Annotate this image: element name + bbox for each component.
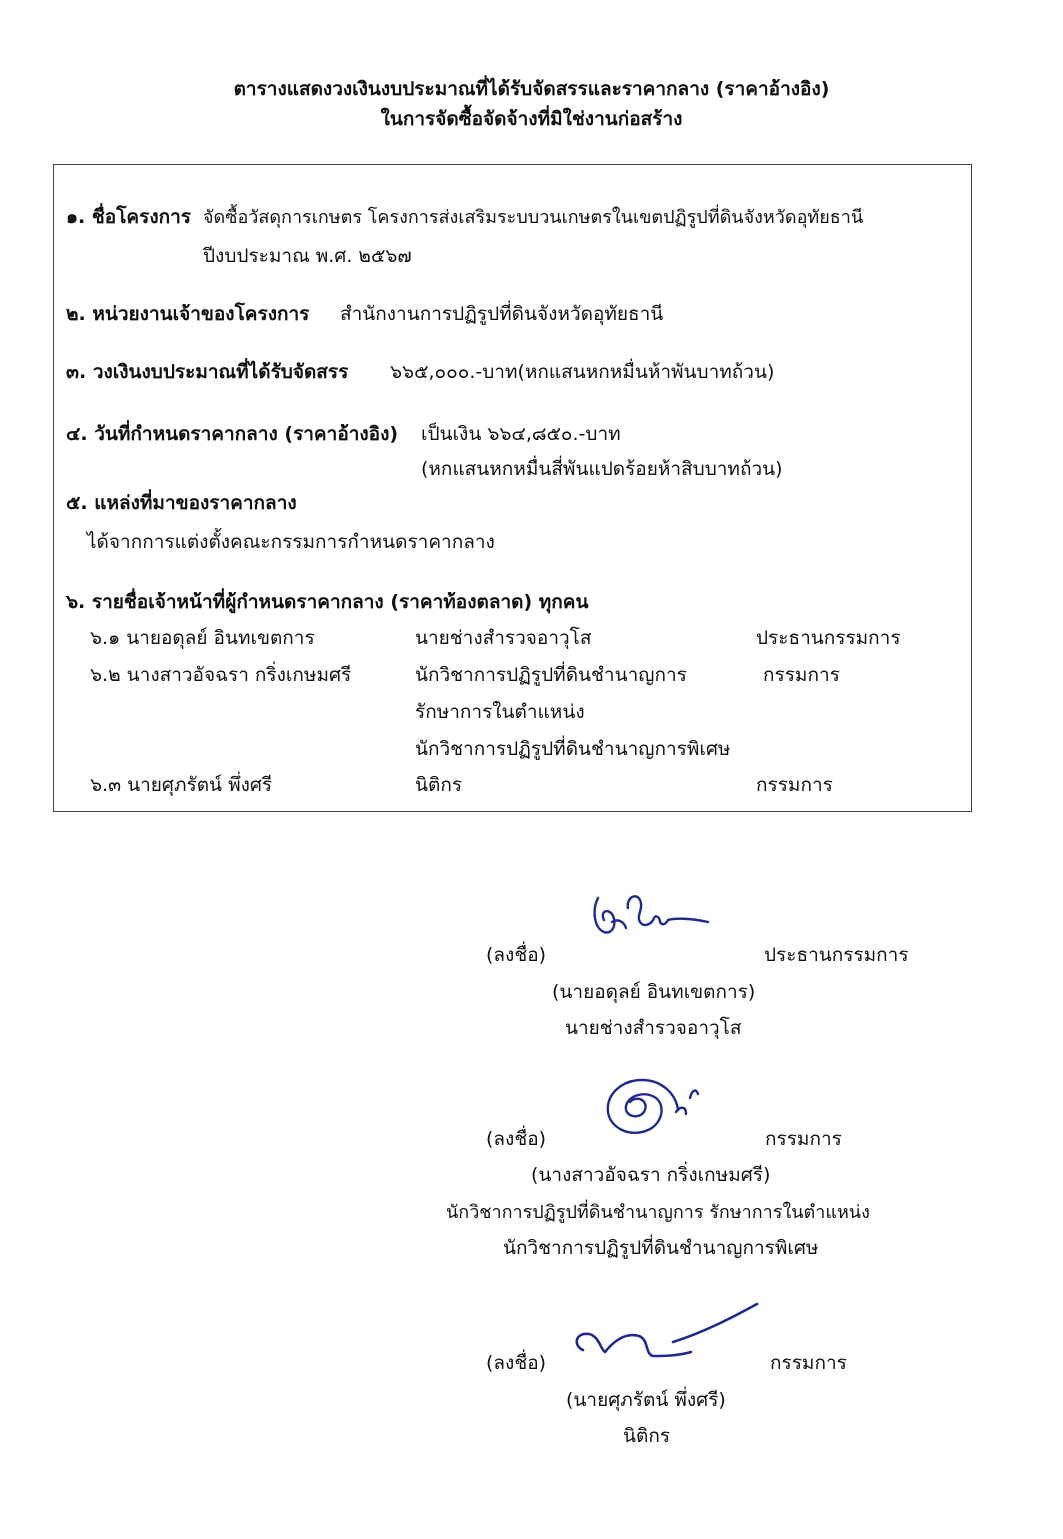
- committee-2-role: กรรมการ: [763, 664, 840, 686]
- signature-2-title-line2: นักวิชาการปฏิรูปที่ดินชำนาญการพิเศษ: [503, 1237, 819, 1259]
- committee-1-position: นายช่างสำรวจอาวุโส: [415, 627, 592, 649]
- section-1-label: ๑. ชื่อโครงการ: [66, 206, 191, 228]
- committee-1-role: ประธานกรรมการ: [756, 627, 901, 649]
- committee-3-name: ๖.๓ นายศุภรัตน์ พึ่งศรี: [90, 774, 273, 796]
- committee-2-position-line1: นักวิชาการปฏิรูปที่ดินชำนาญการ: [415, 664, 687, 686]
- signature-2-prefix: (ลงชื่อ): [486, 1128, 547, 1150]
- signature-1-role: ประธานกรรมการ: [764, 944, 909, 966]
- committee-2-name: ๖.๒ นางสาวอัจฉรา กริ่งเกษมศรี: [90, 664, 352, 686]
- section-1-value-line1: จัดซื้อวัสดุการเกษตร โครงการส่งเสริมระบบวนเกษตรในเขตปฏิรูปที่ดินจังหวัดอุทัยธานี: [203, 207, 864, 228]
- document-title-line1: ตารางแสดงวงเงินงบประมาณที่ได้รับจัดสรรและราคากลาง (ราคาอ้างอิง): [233, 78, 830, 100]
- section-4-value-line1: เป็นเงิน ๖๖๔,๘๕๐.-บาท: [421, 423, 621, 445]
- section-4-value-line2: (หกแสนหกหมื่นสี่พันแปดร้อยห้าสิบบาทถ้วน): [421, 458, 783, 480]
- signature-3-prefix: (ลงชื่อ): [486, 1352, 547, 1374]
- document-title-line2: ในการจัดซื้อจัดจ้างที่มิใช่งานก่อสร้าง: [380, 108, 683, 130]
- section-6-label: ๖. รายชื่อเจ้าหน้าที่ผู้กำหนดราคากลาง (ราคาท้องตลาด) ทุกคน: [66, 591, 589, 613]
- committee-3-position: นิติกร: [415, 774, 463, 796]
- section-1-value-line2: ปีงบประมาณ พ.ศ. ๒๕๖๗: [203, 245, 412, 267]
- committee-2-position-line2: รักษาการในตำแหน่ง: [415, 701, 585, 723]
- section-3-value: ๖๖๕,๐๐๐.-บาท(หกแสนหกหมื่นห้าพันบาทถ้วน): [390, 361, 775, 383]
- signature-3-handwriting: [565, 1302, 765, 1372]
- section-2-label: ๒. หน่วยงานเจ้าของโครงการ: [66, 303, 310, 325]
- signature-3-role: กรรมการ: [770, 1352, 847, 1374]
- committee-3-role: กรรมการ: [756, 774, 833, 796]
- committee-1-name: ๖.๑ นายอดุลย์ อินทเขตการ: [90, 627, 315, 649]
- signature-3-title: นิติกร: [623, 1425, 671, 1447]
- section-3-label: ๓. วงเงินงบประมาณที่ได้รับจัดสรร: [66, 361, 349, 383]
- signature-2-name: (นางสาวอัจฉรา กริ่งเกษมศรี): [531, 1164, 771, 1186]
- section-5-label: ๕. แหล่งที่มาของราคากลาง: [66, 492, 297, 514]
- signature-1-title: นายช่างสำรวจอาวุโส: [565, 1017, 742, 1039]
- signature-2-role: กรรมการ: [765, 1128, 842, 1150]
- signature-2-handwriting: [600, 1072, 710, 1152]
- signature-2-title-line1: นักวิชาการปฏิรูปที่ดินชำนาญการ รักษาการในตำแหน่ง: [446, 1202, 870, 1223]
- section-2-value: สำนักงานการปฏิรูปที่ดินจังหวัดอุทัยธานี: [340, 303, 664, 325]
- committee-2-position-line3: นักวิชาการปฏิรูปที่ดินชำนาญการพิเศษ: [415, 738, 731, 760]
- section-5-value: ได้จากการแต่งตั้งคณะกรรมการกำหนดราคากลาง: [87, 531, 495, 553]
- section-4-label: ๔. วันที่กำหนดราคากลาง (ราคาอ้างอิง): [66, 423, 399, 445]
- signature-3-name: (นายศุภรัตน์ พึ่งศรี): [566, 1389, 726, 1411]
- signature-1-handwriting: [590, 888, 715, 948]
- signature-1-prefix: (ลงชื่อ): [486, 944, 547, 966]
- signature-1-name: (นายอดุลย์ อินทเขตการ): [552, 981, 756, 1003]
